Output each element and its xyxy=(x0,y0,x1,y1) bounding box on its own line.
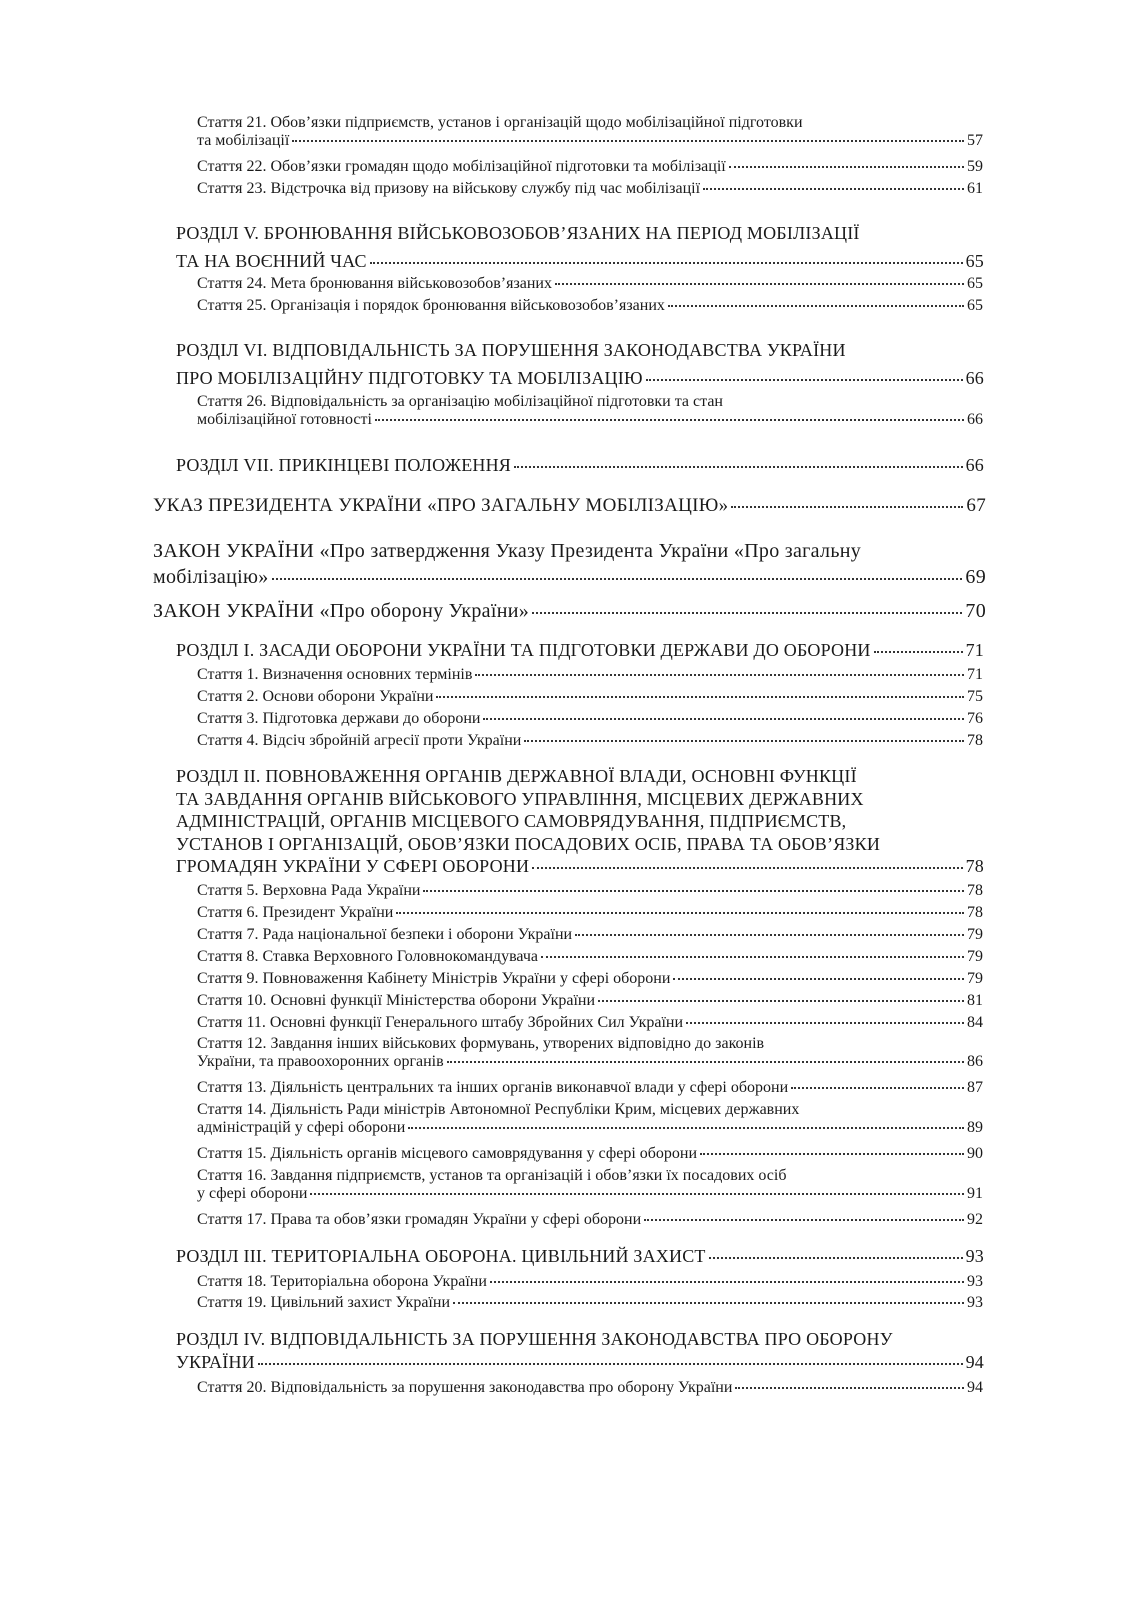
dot-leader xyxy=(524,740,964,742)
toc-entry-text: Стаття 18. Територіальна оборона України xyxy=(197,1273,487,1290)
dot-leader xyxy=(310,1193,964,1195)
toc-entry[interactable] xyxy=(197,688,983,706)
toc-section-text: АДМІНІСТРАЦІЙ, ОРГАНІВ МІСЦЕВОГО САМОВРЯДУВАННЯ, ПІДПРИЄМСТВ, xyxy=(176,811,847,831)
toc-entry-text: Стаття 17. Права та обов’язки громадян України у сфері оборони xyxy=(197,1211,642,1228)
toc-entry[interactable] xyxy=(197,992,983,1010)
page-number: 78 xyxy=(967,882,983,899)
toc-entry[interactable] xyxy=(197,275,983,293)
toc-entry-text: та мобілізації xyxy=(197,132,290,149)
dot-leader xyxy=(541,956,964,958)
toc-entry-text: Стаття 14. Діяльність Ради міністрів Автономної Республіки Крим, місцевих державних xyxy=(197,1101,800,1118)
toc-section[interactable] xyxy=(176,336,984,392)
toc-entry-text: Стаття 15. Діяльність органів місцевого самоврядування у сфері оборони xyxy=(197,1145,698,1162)
toc-section-text: РОЗДІЛ І. ЗАСАДИ ОБОРОНИ УКРАЇНИ ТА ПІДГОТОВКИ ДЕРЖАВИ ДО ОБОРОНИ xyxy=(176,640,871,660)
toc-document-title: УКАЗ ПРЕЗИДЕНТА УКРАЇНИ «ПРО ЗАГАЛЬНУ МОБІЛІЗАЦІЮ» xyxy=(153,495,729,516)
dot-leader xyxy=(532,612,962,614)
toc-entry-text: Стаття 5. Верховна Рада України xyxy=(197,882,421,899)
toc-entry-text: Стаття 6. Президент України xyxy=(197,904,394,921)
toc-entry-text: Стаття 23. Відстрочка від призову на військову службу під час мобілізації xyxy=(197,180,701,197)
page-number: 76 xyxy=(967,710,983,727)
toc-section-text: РОЗДІЛ IV. ВІДПОВІДАЛЬНІСТЬ ЗА ПОРУШЕННЯ ЗАКОНОДАВСТВА ПРО ОБОРОНУ xyxy=(176,1329,893,1349)
page-number: 65 xyxy=(967,275,983,292)
toc-entry[interactable] xyxy=(197,1211,983,1229)
toc-entry-text: Стаття 22. Обов’язки громадян щодо мобілізаційної підготовки та мобілізації xyxy=(197,158,726,175)
dot-leader xyxy=(272,578,963,580)
toc-section[interactable] xyxy=(176,455,984,476)
page-number: 59 xyxy=(967,158,983,175)
dot-leader xyxy=(598,1000,964,1002)
toc-entry[interactable] xyxy=(197,904,983,922)
dot-leader xyxy=(673,978,964,980)
toc-entry[interactable] xyxy=(197,1079,983,1097)
page-number: 93 xyxy=(967,1273,983,1290)
dot-leader xyxy=(874,651,963,653)
toc-entry[interactable] xyxy=(197,1014,983,1032)
toc-entry[interactable] xyxy=(197,666,983,684)
page-number: 92 xyxy=(967,1211,983,1228)
page-number: 66 xyxy=(965,368,984,388)
dot-leader xyxy=(729,166,964,168)
toc-section-text: УСТАНОВ І ОРГАНІЗАЦІЙ, ОБОВ’ЯЗКИ ПОСАДОВИХ ОСІБ, ПРАВА ТА ОБОВ’ЯЗКИ xyxy=(176,833,881,854)
dot-leader xyxy=(483,718,964,720)
toc-entry[interactable] xyxy=(197,393,983,429)
page-number: 71 xyxy=(967,666,983,683)
toc-section[interactable] xyxy=(176,640,984,661)
toc-entry-text: України, та правоохоронних органів xyxy=(197,1053,444,1070)
page-number: 66 xyxy=(965,455,984,475)
page-number: 66 xyxy=(967,411,983,428)
toc-entry-text: Стаття 20. Відповідальність за порушення законодавства про оборону України xyxy=(197,1379,733,1396)
dot-leader xyxy=(514,466,963,468)
dot-leader xyxy=(447,1061,964,1063)
page-number: 57 xyxy=(967,132,983,149)
dot-leader xyxy=(668,305,964,307)
page-number: 87 xyxy=(967,1079,983,1096)
toc-entry-text: мобілізаційної готовності xyxy=(197,411,372,428)
dot-leader xyxy=(292,140,964,142)
page-number: 79 xyxy=(967,948,983,965)
page-number: 86 xyxy=(967,1053,983,1070)
dot-leader xyxy=(258,1363,963,1365)
dot-leader xyxy=(375,419,964,421)
toc-document[interactable] xyxy=(153,600,986,623)
toc-section[interactable] xyxy=(176,1246,984,1267)
toc-entry-text: Стаття 26. Відповідальність за організацію мобілізаційної підготовки та стан xyxy=(197,393,723,410)
dot-leader xyxy=(475,674,964,676)
page-number: 69 xyxy=(965,566,986,588)
page-number: 67 xyxy=(966,495,986,516)
toc-entry[interactable] xyxy=(197,1379,983,1397)
toc-entry[interactable] xyxy=(197,710,983,728)
dot-leader xyxy=(370,262,963,264)
toc-section-text: ПРО МОБІЛІЗАЦІЙНУ ПІДГОТОВКУ ТА МОБІЛІЗАЦІЮ xyxy=(176,368,643,388)
page-number: 84 xyxy=(967,1014,983,1031)
toc-entry[interactable] xyxy=(197,1273,983,1291)
toc-entry-text: Стаття 16. Завдання підприємств, установ та організацій і обов’язки їх посадових осіб xyxy=(197,1167,787,1184)
toc-section-text: РОЗДІЛ ІІ. ПОВНОВАЖЕННЯ ОРГАНІВ ДЕРЖАВНОЇ ВЛАДИ, ОСНОВНІ ФУНКЦІЇ xyxy=(176,766,857,786)
toc-section-text: ТА НА ВОЄННИЙ ЧАС xyxy=(176,251,367,271)
toc-section[interactable] xyxy=(176,765,984,878)
toc-entry[interactable] xyxy=(197,926,983,944)
page-number: 79 xyxy=(967,970,983,987)
toc-entry-text: Стаття 19. Цивільний захист України xyxy=(197,1294,450,1311)
page-number: 78 xyxy=(967,904,983,921)
dot-leader xyxy=(490,1281,964,1283)
toc-entry-text: адміністрацій у сфері оборони xyxy=(197,1119,406,1136)
toc-entry-text: Стаття 9. Повноваження Кабінету Міністрів України у сфері оборони xyxy=(197,970,671,987)
toc-entry-text: Стаття 7. Рада національної безпеки і оборони України xyxy=(197,926,573,943)
toc-document-title: мобілізацію» xyxy=(153,566,269,588)
dot-leader xyxy=(731,506,963,508)
toc-entry-text: Стаття 24. Мета бронювання військовозобов’язаних xyxy=(197,275,552,292)
toc-entry-text: Стаття 10. Основні функції Міністерства оборони України xyxy=(197,992,596,1009)
toc-entry[interactable] xyxy=(197,114,983,150)
dot-leader xyxy=(703,188,964,190)
toc-entry-text: Стаття 12. Завдання інших військових формувань, утворених відповідно до законів xyxy=(197,1035,765,1052)
page-number: 93 xyxy=(967,1294,983,1311)
toc-entry[interactable] xyxy=(197,970,983,988)
toc-entry-text: Стаття 11. Основні функції Генерального штабу Збройних Сил України xyxy=(197,1014,684,1031)
toc-section[interactable] xyxy=(176,1328,984,1373)
toc-entry[interactable] xyxy=(197,158,983,176)
toc-section-text: РОЗДІЛ VI. ВІДПОВІДАЛЬНІСТЬ ЗА ПОРУШЕННЯ ЗАКОНОДАВСТВА УКРАЇНИ xyxy=(176,340,846,360)
dot-leader xyxy=(436,696,964,698)
toc-entry-text: Стаття 25. Організація і порядок бронювання військовозобов’язаних xyxy=(197,297,665,314)
dot-leader xyxy=(396,912,964,914)
dot-leader xyxy=(408,1127,964,1129)
toc-document-title: ЗАКОН УКРАЇНИ «Про затвердження Указу Президента України «Про загальну xyxy=(153,540,862,562)
toc-section-text: РОЗДІЛ VII. ПРИКІНЦЕВІ ПОЛОЖЕННЯ xyxy=(176,455,512,475)
toc-section-text: РОЗДІЛ V. БРОНЮВАННЯ ВІЙСЬКОВОЗОБОВ’ЯЗАНИХ НА ПЕРІОД МОБІЛІЗАЦІЇ xyxy=(176,223,860,243)
toc-entry[interactable] xyxy=(197,948,983,966)
page-number: 91 xyxy=(967,1185,983,1202)
dot-leader xyxy=(555,283,964,285)
dot-leader xyxy=(644,1219,964,1221)
toc-section-text: ТА ЗАВДАННЯ ОРГАНІВ ВІЙСЬКОВОГО УПРАВЛІННЯ, МІСЦЕВИХ ДЕРЖАВНИХ xyxy=(176,788,864,809)
page-number: 65 xyxy=(965,251,984,271)
page-number: 89 xyxy=(967,1119,983,1136)
toc-entry-text: Стаття 3. Підготовка держави до оборони xyxy=(197,710,481,727)
page-number: 61 xyxy=(967,180,983,197)
toc-entry[interactable] xyxy=(197,1167,983,1203)
toc-section-text: РОЗДІЛ ІІІ. ТЕРИТОРІАЛЬНА ОБОРОНА. ЦИВІЛЬНИЙ ЗАХИСТ xyxy=(176,1246,706,1266)
page-number: 94 xyxy=(967,1379,983,1396)
toc-entry-text: Стаття 8. Ставка Верховного Головнокомандувача xyxy=(197,948,539,965)
toc-document[interactable] xyxy=(153,495,986,517)
toc-entry-text: Стаття 1. Визначення основних термінів xyxy=(197,666,473,683)
dot-leader xyxy=(646,379,963,381)
page-number: 78 xyxy=(965,856,984,876)
page-number: 71 xyxy=(965,640,984,660)
toc-entry[interactable] xyxy=(197,297,983,315)
toc-entry[interactable] xyxy=(197,180,983,198)
page-number: 65 xyxy=(967,297,983,314)
toc-entry-text: Стаття 13. Діяльність центральних та інших органів виконавчої влади у сфері оборони xyxy=(197,1079,789,1096)
toc-entry[interactable] xyxy=(197,882,983,900)
toc-section[interactable] xyxy=(176,219,984,275)
dot-leader xyxy=(532,867,962,869)
toc-entry[interactable] xyxy=(197,1145,983,1163)
dot-leader xyxy=(700,1153,964,1155)
page-number: 75 xyxy=(967,688,983,705)
page-number: 94 xyxy=(965,1351,984,1372)
dot-leader xyxy=(735,1387,964,1389)
page-number: 70 xyxy=(965,600,986,622)
toc-entry[interactable] xyxy=(197,1035,983,1071)
dot-leader xyxy=(575,934,964,936)
toc-section-text: ГРОМАДЯН УКРАЇНИ У СФЕРІ ОБОРОНИ xyxy=(176,856,530,876)
toc-entry[interactable] xyxy=(197,1101,983,1137)
page-number: 93 xyxy=(965,1246,984,1266)
dot-leader xyxy=(791,1087,964,1089)
toc-document-title: ЗАКОН УКРАЇНИ «Про оборону України» xyxy=(153,600,530,622)
toc-entry[interactable] xyxy=(197,1294,983,1312)
toc-entry-text: у сфері оборони xyxy=(197,1185,308,1202)
toc-document[interactable] xyxy=(153,538,986,590)
dot-leader xyxy=(423,890,964,892)
toc-entry-text: Стаття 2. Основи оборони України xyxy=(197,688,434,705)
toc-entry-text: Стаття 4. Відсіч збройній агресії проти України xyxy=(197,732,522,749)
toc-entry-text: Стаття 21. Обов’язки підприємств, установ і організацій щодо мобілізаційної підготовки xyxy=(197,114,803,131)
dot-leader xyxy=(453,1302,964,1304)
page-number: 79 xyxy=(967,926,983,943)
toc-entry[interactable] xyxy=(197,732,983,750)
dot-leader xyxy=(686,1022,964,1024)
toc-section-text: УКРАЇНИ xyxy=(176,1351,255,1372)
dot-leader xyxy=(709,1257,963,1259)
page-number: 90 xyxy=(967,1145,983,1162)
page-number: 81 xyxy=(967,992,983,1009)
page-number: 78 xyxy=(967,732,983,749)
